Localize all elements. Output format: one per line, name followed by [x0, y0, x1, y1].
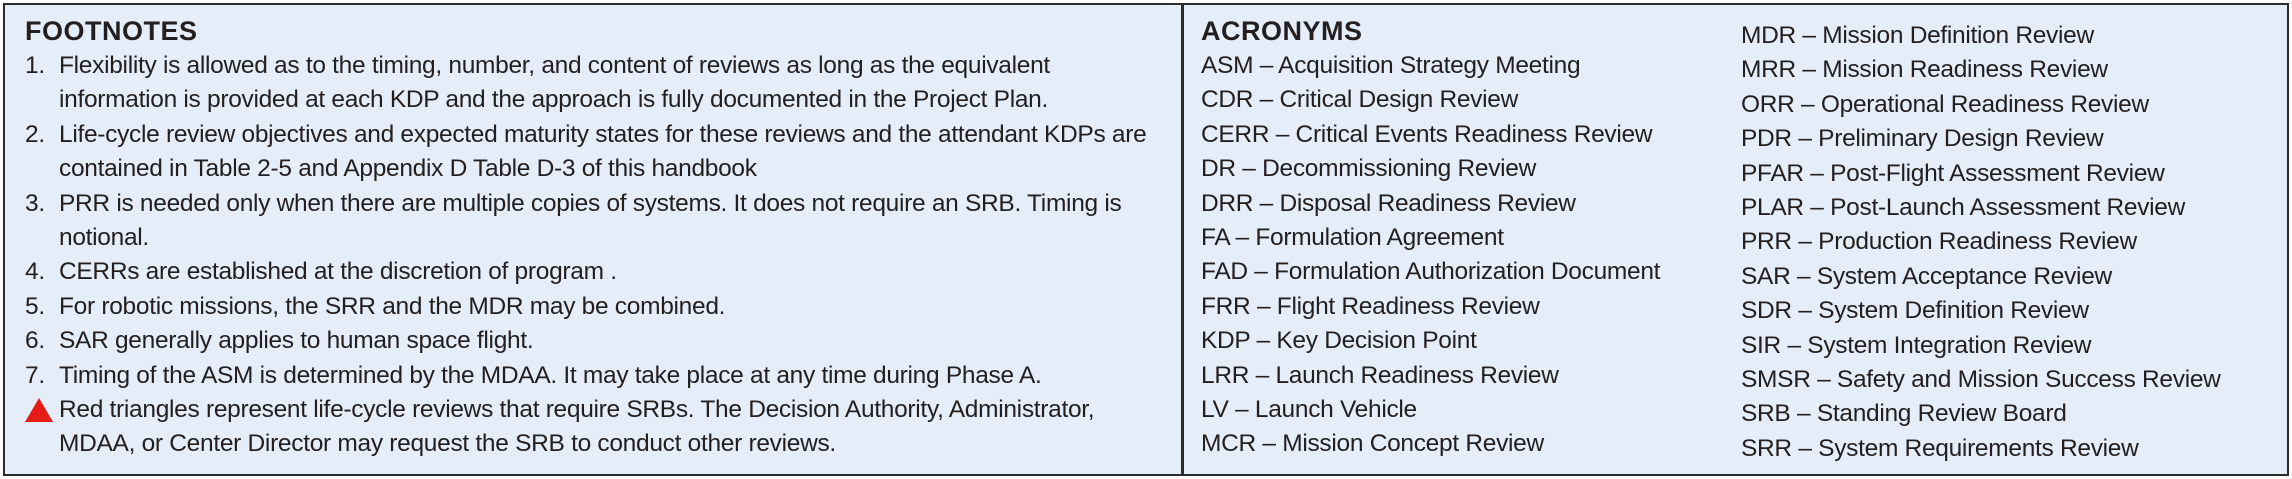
- acronym-item: SRR – System Requirements Review: [1741, 434, 2139, 462]
- acronym-item: MCR – Mission Concept Review: [1201, 430, 1544, 458]
- footnote-item: [25, 49, 1165, 118]
- acronym-item: ASM – Acquisition Strategy Meeting: [1201, 52, 1581, 79]
- acronym-item: FA – Formulation Agreement: [1201, 224, 1504, 252]
- acronym-item: FAD – Formulation Authorization Document: [1201, 258, 1661, 286]
- acronym-item: SDR – System Definition Review: [1741, 297, 2089, 325]
- acronyms-column-1: [1201, 13, 1660, 462]
- acronyms-column-2: [1741, 19, 2221, 466]
- acronym-item: DRR – Disposal Readiness Review: [1201, 189, 1576, 217]
- footnote-text: Flexibility is allowed as to the timing, number, and content of reviews as long as the equivalent information is provided at each KDP and the approach is fully documented in the Project Plan.: [59, 52, 1050, 114]
- footnote-text: SAR generally applies to human space flight.: [59, 327, 534, 355]
- footnote-item: [25, 187, 1165, 256]
- acronym-item: LRR – Launch Readiness Review: [1201, 361, 1559, 389]
- footnote-number: 6.: [25, 327, 45, 355]
- acronym-item: PDR – Preliminary Design Review: [1741, 125, 2104, 153]
- footnote-number: 3.: [25, 189, 45, 217]
- footnote-number: 2.: [25, 120, 45, 148]
- acronym-item: PFAR – Post-Flight Assessment Review: [1741, 159, 2165, 187]
- footnote-item: [25, 255, 1165, 289]
- footnote-item: [25, 290, 1165, 324]
- footnote-item: [25, 359, 1165, 393]
- acronym-item: LV – Launch Vehicle: [1201, 396, 1417, 424]
- acronym-item: ORR – Operational Readiness Review: [1741, 90, 2149, 118]
- acronym-item: SRB – Standing Review Board: [1741, 400, 2067, 428]
- footnote-text: Timing of the ASM is determined by the MDAA. It may take place at any time during Phase A.: [59, 361, 1042, 389]
- acronym-item: MDR – Mission Definition Review: [1741, 22, 2094, 49]
- legend-panel: [3, 3, 2289, 476]
- acronym-item: MRR – Mission Readiness Review: [1741, 56, 2108, 84]
- column-divider: [1181, 5, 1184, 474]
- footnotes-list: [25, 49, 1165, 462]
- footnote-number: 1.: [25, 52, 45, 79]
- footnote-number: 7.: [25, 361, 45, 389]
- footnote-text: CERRs are established at the discretion of program .: [59, 258, 617, 286]
- footnote-text: PRR is needed only when there are multiple copies of systems. It does not require an SRB. Timing is notional.: [59, 189, 1122, 252]
- footnote-item: [25, 118, 1165, 187]
- acronyms-heading: ACRONYMS: [1201, 16, 1363, 46]
- footnote-number: 5.: [25, 292, 45, 320]
- footnote-text: Life-cycle review objectives and expected maturity states for these reviews and the attendant KDPs are contained in Table 2-5 and Appendix D Table D-3 of this handbook: [59, 120, 1147, 183]
- footnotes-heading: FOOTNOTES: [25, 16, 198, 46]
- acronym-item: SAR – System Acceptance Review: [1741, 262, 2112, 290]
- triangle-footnote-text: Red triangles represent life-cycle reviews that require SRBs. The Decision Authority, Administrator, MDAA, or Center Director may request the SRB to conduct other reviews.: [59, 396, 1095, 458]
- acronym-item: SMSR – Safety and Mission Success Review: [1741, 366, 2221, 394]
- acronym-item: FRR – Flight Readiness Review: [1201, 292, 1540, 320]
- acronym-item: SIR – System Integration Review: [1741, 331, 2092, 359]
- acronym-item: KDP – Key Decision Point: [1201, 327, 1477, 355]
- acronym-item: CERR – Critical Events Readiness Review: [1201, 120, 1653, 148]
- acronym-item: PRR – Production Readiness Review: [1741, 228, 2137, 256]
- acronym-item: PLAR – Post-Launch Assessment Review: [1741, 194, 2186, 222]
- footnotes-section: [25, 13, 1165, 462]
- triangle-footnote: [25, 393, 1165, 462]
- red-triangle-icon: [25, 393, 59, 462]
- footnote-number: 4.: [25, 258, 45, 286]
- footnote-text: For robotic missions, the SRR and the MDR may be combined.: [59, 292, 726, 320]
- footnote-item: [25, 324, 1165, 358]
- acronym-item: DR – Decommissioning Review: [1201, 155, 1537, 183]
- acronym-item: CDR – Critical Design Review: [1201, 86, 1518, 114]
